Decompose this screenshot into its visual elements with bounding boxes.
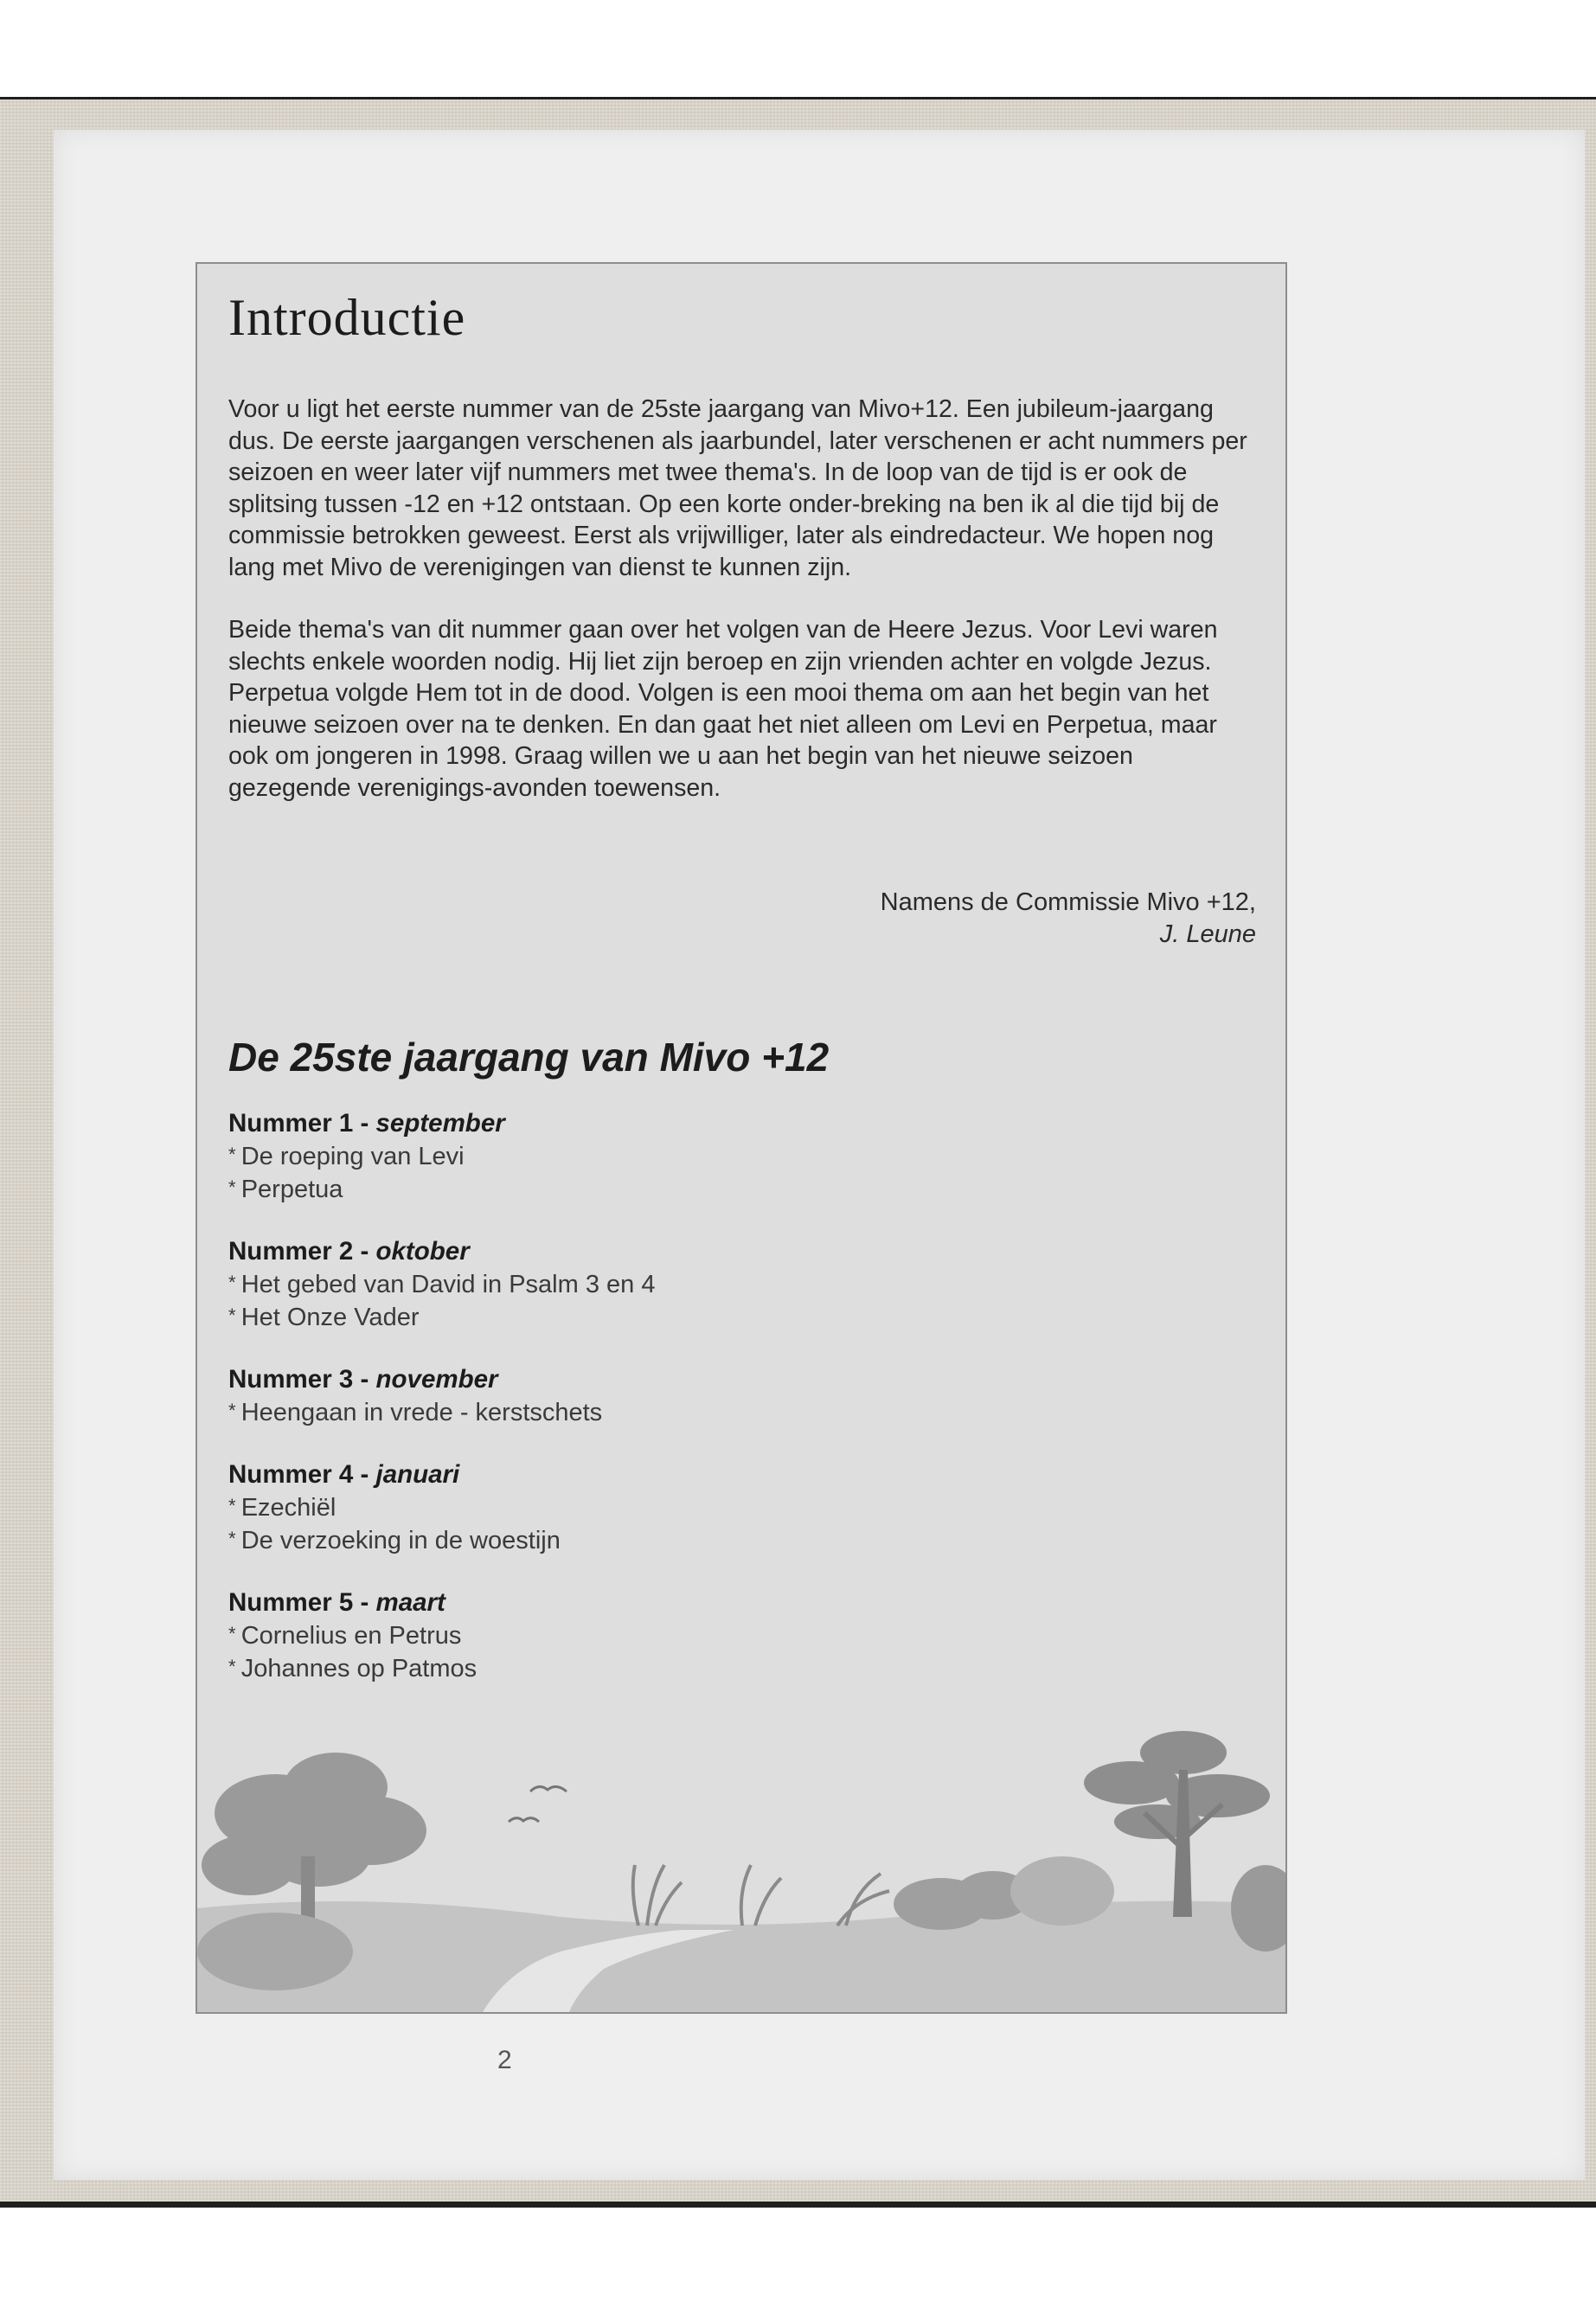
issue-topic: * Het gebed van David in Psalm 3 en 4 <box>228 1267 1007 1300</box>
issue-topic: * De roeping van Levi <box>228 1139 1007 1172</box>
issue-month: september <box>375 1109 505 1138</box>
page-number: 2 <box>497 2046 512 2074</box>
bird-icon <box>509 1818 539 1822</box>
issue-item <box>228 1363 1007 1428</box>
issue-list <box>228 1107 1007 1715</box>
issue-month: november <box>375 1365 498 1394</box>
issue-number: Nummer 1 - <box>228 1109 376 1138</box>
issue-topic: * Het Onze Vader <box>228 1300 1007 1333</box>
issue-month: januari <box>375 1460 460 1489</box>
issue-topic: * Perpetua <box>228 1172 1007 1205</box>
issue-month: oktober <box>375 1237 470 1266</box>
issue-topic: * Ezechiël <box>228 1490 1007 1523</box>
reeds <box>633 1865 889 1926</box>
issue-number: Nummer 4 - <box>228 1460 376 1489</box>
issue-heading <box>228 1586 1007 1618</box>
issue-number: Nummer 2 - <box>228 1237 376 1266</box>
issue-topic: * Heengaan in vrede - kerstschets <box>228 1395 1007 1428</box>
issue-item <box>228 1235 1007 1333</box>
issue-number: Nummer 3 - <box>228 1365 376 1394</box>
issue-month: maart <box>375 1588 445 1617</box>
intro-body <box>228 394 1258 835</box>
signature <box>881 887 1256 951</box>
bird-icon <box>530 1786 567 1791</box>
issue-item <box>228 1586 1007 1684</box>
issue-heading <box>228 1107 1007 1139</box>
issue-topic: * Johannes op Patmos <box>228 1651 1007 1684</box>
intro-paragraph: Beide thema's van dit nummer gaan over het volgen van de Heere Jezus. Voor Levi waren slechts enkele woorden nodig. Hij liet zijn beroep en zijn vrienden achter en volgde Jezus. Perpetua volgde Hem tot in de dood. Volgen is een mooi thema om aan het begin van het nieuwe seizoen over na te denken. En dan gaat het niet alleen om Levi en Perpetua, maar ook om jongeren in 1998. Graag willen we u aan het begin van het nieuwe seizoen gezegende verenigings-avonden toewensen. <box>228 616 1218 802</box>
issue-number: Nummer 5 - <box>228 1588 376 1617</box>
content-panel <box>195 262 1287 2014</box>
jaargang-title: De 25ste jaargang van Mivo +12 <box>228 1035 830 1080</box>
intro-title: Introductie <box>228 289 466 346</box>
issue-item <box>228 1107 1007 1205</box>
signature-name: J. Leune <box>1159 920 1256 948</box>
intro-paragraph: Voor u ligt het eerste nummer van de 25ste jaargang van Mivo+12. Een jubileum-jaargang dus. De eerste jaargangen verschenen als jaarbundel, later verschenen er acht nummers per seizoen en weer later vijf nummers met twee thema's. In de loop van de tijd is er ook de splitsing tussen -12 en +12 ontstaan. Op een korte onder-breking na ben ik al die tijd bij de commissie betrokken geweest. Eerst als vrijwilliger, later als eindredacteur. We hopen nog lang met Mivo de verenigingen van dienst te kunnen zijn. <box>228 395 1247 581</box>
issue-heading <box>228 1363 1007 1395</box>
issue-heading <box>228 1235 1007 1267</box>
issue-topic: * De verzoeking in de woestijn <box>228 1523 1007 1556</box>
issue-heading <box>228 1458 1007 1490</box>
issue-item <box>228 1458 1007 1556</box>
issue-topic: * Cornelius en Petrus <box>228 1618 1007 1651</box>
landscape-illustration <box>197 1718 1285 2012</box>
signature-line: Namens de Commissie Mivo +12, <box>880 888 1256 916</box>
